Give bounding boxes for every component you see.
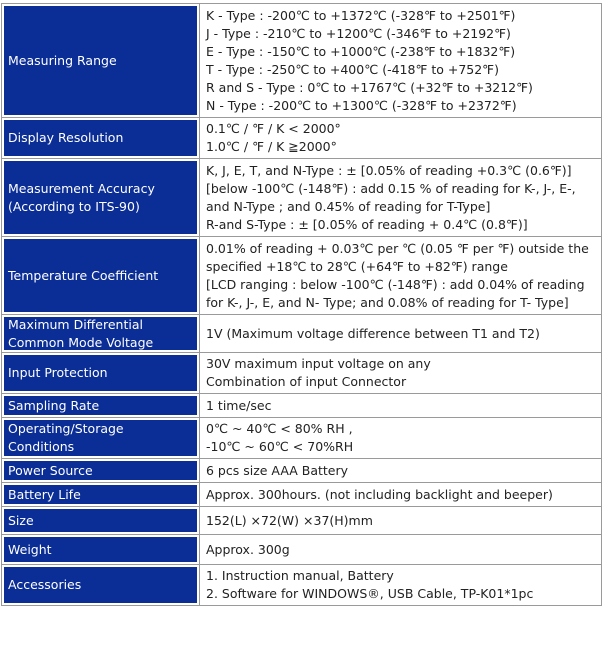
spec-value [200,159,602,237]
spec-label-line: (According to ITS-90) [8,198,140,214]
spec-value [200,118,602,159]
spec-label-line: Accessories [8,577,82,592]
spec-row-battery-life [2,483,602,507]
spec-value-line: [LCD ranging : below -100℃ (-148℉) : add 0.04% of reading [206,276,585,292]
spec-value-line: 0.01% of reading + 0.03℃ per ℃ (0.05 ℉ per ℉) outside the [206,240,589,256]
spec-label [2,459,200,483]
spec-value [200,418,602,459]
spec-row-input-protection [2,353,602,394]
spec-row-maximum-differential-common-mode-voltage [2,315,602,353]
spec-value-line: 1 time/sec [206,397,272,413]
spec-label-line: Temperature Coefficient [8,267,159,283]
spec-label [2,4,200,118]
spec-label [2,118,200,159]
spec-label [2,535,200,565]
spec-value-line: 0℃ ~ 40℃ < 80% RH , [206,421,353,436]
spec-label [2,159,200,237]
spec-value-line: [below -100℃ (-148℉) : add 0.15 % of reading for K-, J-, E-, [206,180,576,196]
spec-value-line: 30V maximum input voltage on any [206,356,431,371]
spec-label [2,353,200,394]
spec-value-line: for K-, J-, E, and N- Type; and 0.08% of reading for T- Type] [206,294,569,310]
spec-value-line: and N-Type ; and 0.45% of reading for T-Type] [206,198,491,214]
spec-value [200,4,602,118]
spec-value-line: K - Type : -200℃ to +1372℃ (-328℉ to +2501℉) [206,7,516,23]
spec-label-line: Conditions [8,439,75,454]
spec-value-line: Combination of input Connector [206,374,407,389]
spec-label [2,237,200,315]
spec-label-line: Operating/Storage [8,421,124,436]
spec-value [200,483,602,507]
spec-label [2,394,200,418]
spec-value-line: R-and S-Type : ± [0.05% of reading + 0.4℃ (0.8℉)] [206,216,528,232]
spec-label [2,418,200,459]
spec-value-line: N - Type : -200℃ to +1300℃ (-328℉ to +2372℉) [206,97,517,113]
spec-value [200,507,602,535]
spec-label-line: Battery Life [8,486,81,502]
spec-value-line: Approx. 300hours. (not including backlight and beeper) [206,486,553,502]
spec-label-line: Power Source [8,462,93,478]
spec-row-power-source [2,459,602,483]
spec-value-line: K, J, E, T, and N-Type : ± [0.05% of reading +0.3℃ (0.6℉)] [206,162,572,178]
spec-label-line: Measurement Accuracy [8,180,155,196]
spec-value [200,353,602,394]
spec-row-sampling-rate [2,394,602,418]
spec-row-size [2,507,602,535]
spec-label [2,315,200,353]
spec-label-line: Measuring Range [8,52,117,68]
spec-value-line: -10℃ ~ 60℃ < 70%RH [206,439,354,454]
spec-label [2,483,200,507]
spec-row-accessories [2,565,602,606]
spec-row-measurement-accuracy-according-to-its-90 [2,159,602,237]
spec-value-line: 1. Instruction manual, Battery [206,568,394,583]
spec-label [2,565,200,606]
spec-value-line: 6 pcs size AAA Battery [206,462,349,478]
spec-label-line: Input Protection [8,365,108,380]
spec-label-line: Common Mode Voltage [8,334,154,350]
spec-label-line: Maximum Differential [8,316,143,332]
spec-label-line: Sampling Rate [8,397,100,413]
spec-label-line: Size [8,512,34,528]
spec-value-line: 2. Software for WINDOWS®, USB Cable, TP-K01*1pc [206,586,534,601]
spec-value-line: 0.1℃ / ℉ / K < 2000° [206,121,341,136]
spec-value-line: 1.0℃ / ℉ / K ≧2000° [206,139,337,154]
spec-row-measuring-range [2,4,602,118]
spec-value [200,459,602,483]
spec-value [200,237,602,315]
spec-value [200,565,602,606]
spec-value-line: 152(L) ×72(W) ×37(H)mm [206,512,373,528]
spec-value [200,535,602,565]
spec-value-line: J - Type : -210℃ to +1200℃ (-346℉ to +2192℉) [206,25,511,41]
spec-value-line: E - Type : -150℃ to +1000℃ (-238℉ to +1832℉) [206,43,516,59]
spec-value-line: specified +18℃ to 28℃ (+64℉ to +82℉) range [206,258,508,274]
spec-label-line: Display Resolution [8,130,124,145]
spec-value [200,315,602,353]
spec-row-display-resolution [2,118,602,159]
spec-value [200,394,602,418]
spec-value-line: T - Type : -250℃ to +400℃ (-418℉ to +752℉) [206,61,499,77]
spec-row-operating-storage-conditions [2,418,602,459]
spec-label-line: Weight [8,541,52,557]
spec-value-line: Approx. 300g [206,541,290,557]
spec-label [2,507,200,535]
spec-value-line: 1V (Maximum voltage difference between T1 and T2) [206,325,540,341]
spec-row-temperature-coefficient [2,237,602,315]
spec-table-body [2,4,602,606]
spec-value-line: R and S - Type : 0℃ to +1767℃ (+32℉ to +3212℉) [206,79,533,95]
spec-table [1,3,602,606]
spec-row-weight [2,535,602,565]
